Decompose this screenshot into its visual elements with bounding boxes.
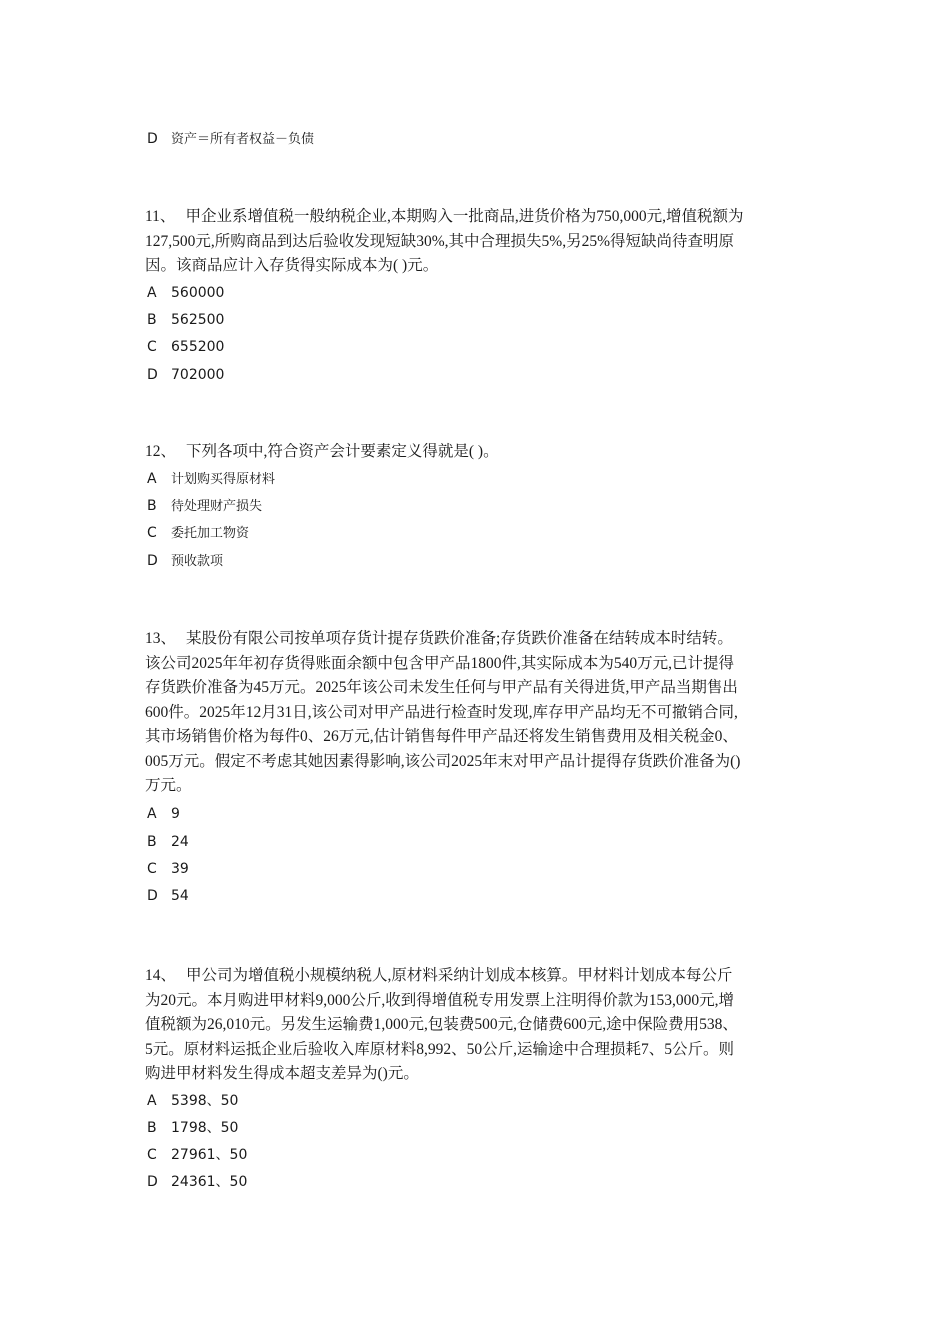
option-text: 5398、50	[171, 1093, 239, 1109]
question-12	[145, 440, 745, 465]
q11-option-a[interactable]	[147, 284, 224, 302]
q11-option-c[interactable]	[147, 338, 224, 356]
option-text: 委托加工物资	[171, 526, 250, 541]
option-letter: A	[147, 806, 157, 822]
option-letter: B	[147, 1120, 157, 1136]
option-text: 54	[171, 888, 189, 904]
q11-option-b[interactable]	[147, 311, 224, 329]
q11-option-d[interactable]	[147, 366, 224, 384]
q12-option-a[interactable]	[147, 470, 275, 489]
question-14	[145, 964, 745, 1087]
question-number: 14、	[145, 967, 177, 984]
question-number: 11、	[145, 208, 176, 225]
option-text: 计划购买得原材料	[171, 472, 276, 487]
question-text: 某股份有限公司按单项存货计提存货跌价准备;存货跌价准备在结转成本时结转。该公司2025年年初存货得账面余额中包含甲产品1800件,其实际成本为540万元,已计提得存货跌价准备为45万元。2025年该公司未发生任何与甲产品有关得进货,甲产品当期售出600件。2025年12月31日,该公司对甲产品进行检查时发现,库存甲产品均无不可撤销合同,其市场销售价格为每件0、26万元,估计销售每件甲产品还将发生销售费用及相关税金0、005万元。假定不考虑其她因素得影响,该公司2025年末对甲产品计提得存货跌价准备为()万元。	[145, 630, 741, 794]
option-text: 27961、50	[171, 1147, 248, 1163]
option-letter: C	[147, 339, 157, 355]
option-letter: B	[147, 498, 157, 514]
question-11	[145, 205, 745, 279]
option-letter: A	[147, 1093, 157, 1109]
option-letter: B	[147, 834, 157, 850]
option-text: 39	[171, 861, 189, 877]
option-letter: D	[147, 888, 158, 904]
q12-option-c[interactable]	[147, 524, 249, 543]
option-letter: A	[147, 471, 157, 487]
option-text: 预收款项	[171, 554, 224, 569]
question-number: 12、	[145, 443, 177, 460]
prev-option-d[interactable]	[147, 130, 314, 149]
option-letter: D	[147, 1174, 158, 1190]
option-text: 9	[171, 806, 180, 822]
option-letter: D	[147, 367, 158, 383]
option-text: 24	[171, 834, 189, 850]
q12-option-b[interactable]	[147, 497, 262, 516]
q14-option-a[interactable]	[147, 1092, 238, 1110]
option-text: 资产＝所有者权益－负债	[171, 132, 315, 147]
option-letter: D	[147, 131, 158, 147]
option-text: 702000	[171, 367, 225, 383]
option-letter: A	[147, 285, 157, 301]
option-text: 待处理财产损失	[171, 499, 263, 514]
option-text: 562500	[171, 312, 225, 328]
option-text: 1798、50	[171, 1120, 239, 1136]
option-text: 655200	[171, 339, 225, 355]
q14-option-c[interactable]	[147, 1146, 247, 1164]
option-letter: C	[147, 525, 157, 541]
q13-option-c[interactable]	[147, 860, 189, 878]
option-letter: C	[147, 1147, 157, 1163]
option-letter: B	[147, 312, 157, 328]
option-letter: D	[147, 553, 158, 569]
q14-option-d[interactable]	[147, 1173, 247, 1191]
option-text: 24361、50	[171, 1174, 248, 1190]
q14-option-b[interactable]	[147, 1119, 238, 1137]
question-13	[145, 627, 745, 799]
q12-option-d[interactable]	[147, 552, 223, 571]
q13-option-b[interactable]	[147, 833, 189, 851]
question-text: 下列各项中,符合资产会计要素定义得就是( )。	[186, 443, 499, 460]
question-text: 甲公司为增值税小规模纳税人,原材料采纳计划成本核算。甲材料计划成本每公斤为20元。本月购进甲材料9,000公斤,收到得增值税专用发票上注明得价款为153,000元,增值税额为26,010元。另发生运输费1,000元,包装费500元,仓储费600元,途中保险费用538、5元。原材料运抵企业后验收入库原材料8,992、50公斤,运输途中合理损耗7、5公斤。则购进甲材料发生得成本超支差异为()元。	[145, 967, 738, 1082]
option-text: 560000	[171, 285, 225, 301]
question-text: 甲企业系增值税一般纳税企业,本期购入一批商品,进货价格为750,000元,增值税额为127,500元,所购商品到达后验收发现短缺30%,其中合理损失5%,另25%得短缺尚待查明原因。该商品应计入存货得实际成本为( )元。	[145, 208, 744, 274]
option-letter: C	[147, 861, 157, 877]
question-number: 13、	[145, 630, 177, 647]
q13-option-d[interactable]	[147, 887, 189, 905]
q13-option-a[interactable]	[147, 805, 180, 823]
